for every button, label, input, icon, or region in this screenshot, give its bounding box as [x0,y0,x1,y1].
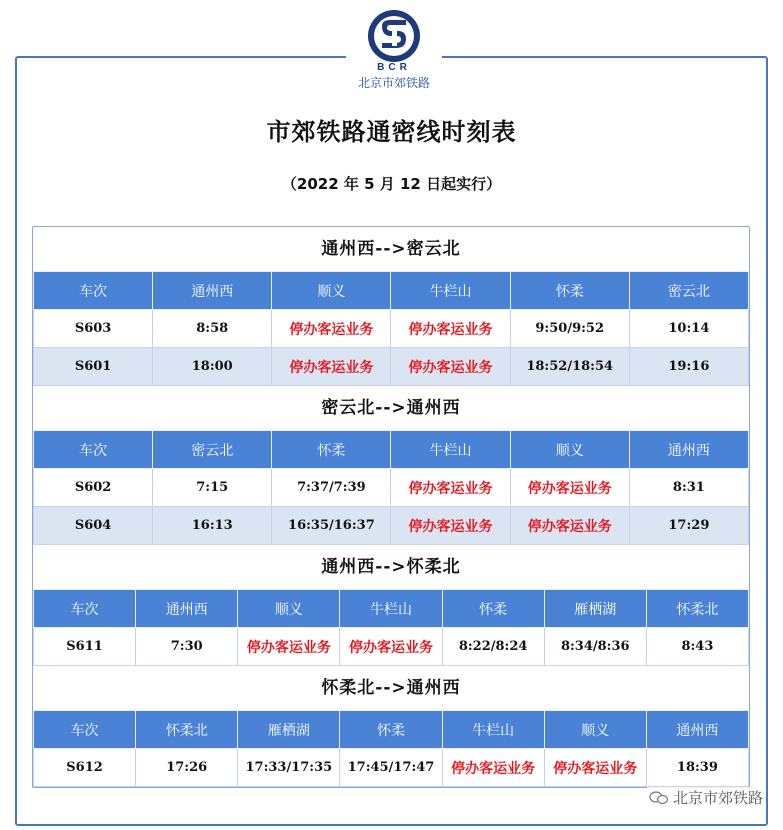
header-cell: 通州西 [136,590,238,628]
suspended-cell: 停办客运业务 [238,628,340,666]
header-cell: 牛栏山 [391,272,510,310]
suspended-cell: 停办客运业务 [391,310,510,348]
header-cell: 怀柔 [510,272,629,310]
suspended-cell: 停办客运业务 [510,469,629,507]
logo-acronym: BCR [377,62,411,73]
time-cell: 17:33/17:35 [238,749,340,787]
header-cell: 车次 [34,711,136,749]
header-cell: 怀柔 [442,590,544,628]
header-cell: 车次 [34,590,136,628]
section-title: 通州西-->怀柔北 [33,545,749,589]
bcr-emblem-icon [366,8,422,64]
header-cell: 雁栖湖 [544,590,646,628]
time-cell: 17:45/17:47 [340,749,442,787]
time-cell: 8:58 [153,310,272,348]
suspended-cell: 停办客运业务 [391,469,510,507]
header-cell: 牛栏山 [391,431,510,469]
time-cell: 8:34/8:36 [544,628,646,666]
suspended-cell: 停办客运业务 [340,628,442,666]
time-cell: 7:15 [153,469,272,507]
header-cell: 顺义 [544,711,646,749]
time-cell: 7:30 [136,628,238,666]
table-row [34,310,749,348]
bcr-logo [346,8,442,108]
train-code: S604 [34,507,153,545]
effective-date: （2022 年 5 月 12 日起实行） [281,175,502,193]
section-title: 怀柔北-->通州西 [33,666,749,710]
table-header-row [34,431,749,469]
header-cell: 通州西 [646,711,748,749]
time-cell: 7:37/7:39 [272,469,391,507]
header-cell: 牛栏山 [442,711,544,749]
timetable-section [33,430,749,545]
time-cell: 19:16 [629,348,748,386]
time-cell: 9:50/9:52 [510,310,629,348]
table-row [34,469,749,507]
table-row [34,749,749,787]
train-code: S603 [34,310,153,348]
header-cell: 通州西 [153,272,272,310]
train-code: S611 [34,628,136,666]
suspended-cell: 停办客运业务 [391,348,510,386]
suspended-cell: 停办客运业务 [510,507,629,545]
train-code: S601 [34,348,153,386]
header-cell: 怀柔 [340,711,442,749]
suspended-cell: 停办客运业务 [442,749,544,787]
section-title: 通州西-->密云北 [33,227,749,271]
time-cell: 17:29 [629,507,748,545]
wechat-watermark [647,787,765,808]
header-cell: 牛栏山 [340,590,442,628]
header-cell: 怀柔北 [136,711,238,749]
table-row [34,507,749,545]
header-cell: 车次 [34,431,153,469]
header-cell: 雁栖湖 [238,711,340,749]
time-cell: 10:14 [629,310,748,348]
header-cell: 通州西 [629,431,748,469]
time-cell: 17:26 [136,749,238,787]
page-title: 市郊铁路通密线时刻表 [266,117,517,146]
time-cell: 18:00 [153,348,272,386]
time-cell: 8:31 [629,469,748,507]
timetable-section [33,710,749,787]
suspended-cell: 停办客运业务 [391,507,510,545]
timetable-section [33,589,749,666]
timetable-section [33,271,749,386]
header-cell: 顺义 [238,590,340,628]
timetable-container [32,226,750,788]
logo-org-name: 北京市郊铁路 [357,76,430,90]
table-header-row [34,711,749,749]
time-cell: 8:43 [646,628,748,666]
table-row [34,348,749,386]
train-code: S612 [34,749,136,787]
header-cell: 顺义 [272,272,391,310]
table-header-row [34,590,749,628]
table-row [34,628,749,666]
header-cell: 密云北 [153,431,272,469]
time-cell: 18:39 [646,749,748,787]
time-cell: 16:35/16:37 [272,507,391,545]
train-code: S602 [34,469,153,507]
time-cell: 8:22/8:24 [442,628,544,666]
header-cell: 顺义 [510,431,629,469]
suspended-cell: 停办客运业务 [272,348,391,386]
header-cell: 密云北 [629,272,748,310]
header-cell: 怀柔 [272,431,391,469]
table-header-row [34,272,749,310]
header-cell: 怀柔北 [646,590,748,628]
time-cell: 18:52/18:54 [510,348,629,386]
wechat-icon [649,791,669,805]
time-cell: 16:13 [153,507,272,545]
suspended-cell: 停办客运业务 [544,749,646,787]
suspended-cell: 停办客运业务 [272,310,391,348]
header-cell: 车次 [34,272,153,310]
section-title: 密云北-->通州西 [33,386,749,430]
watermark-text: 北京市郊铁路 [672,789,763,807]
